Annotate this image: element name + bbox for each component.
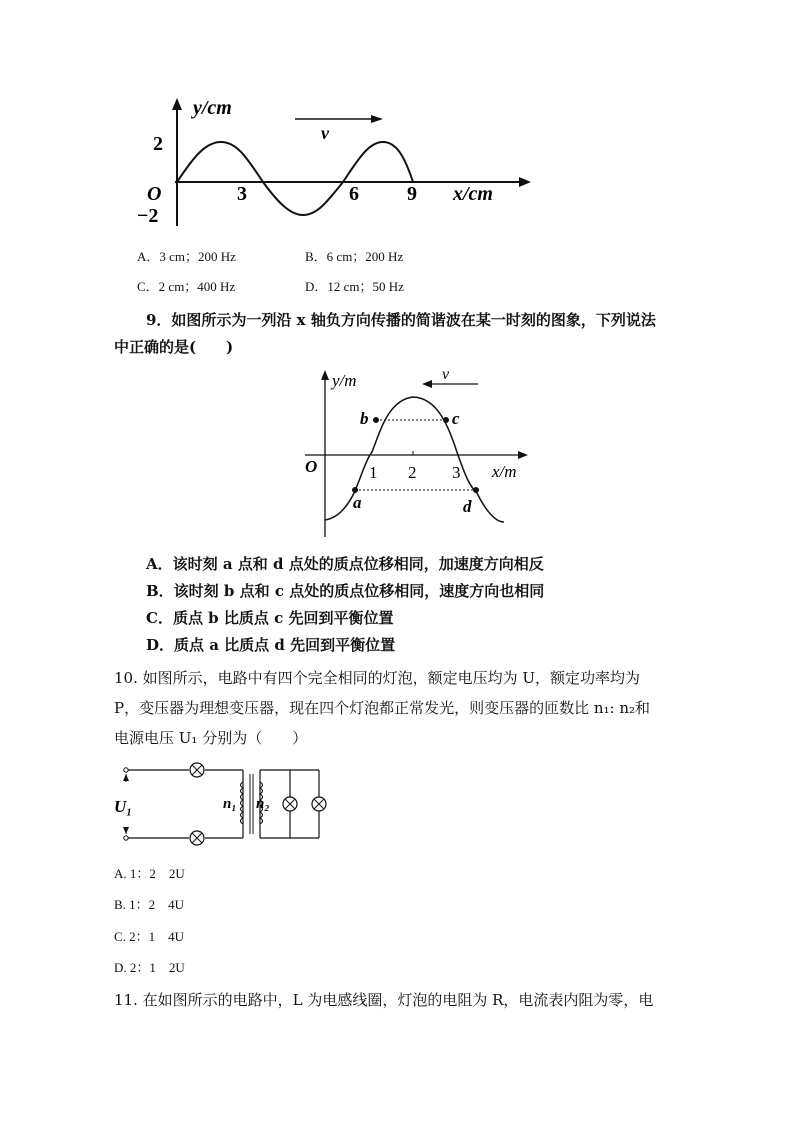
point-b-label: b: [360, 409, 369, 428]
n1-label: n₁: [223, 796, 237, 812]
q11-line-1: 11. 在如图所示的电路中，L 为电感线圈，灯泡的电阻为 R，电流表内阻为零，电: [114, 991, 654, 1009]
x-tick-2: 2: [408, 463, 417, 482]
origin-label: O: [305, 457, 318, 476]
velocity-label: v: [321, 123, 329, 143]
x-tick-9: 9: [407, 183, 417, 205]
x-tick-6: 6: [349, 183, 359, 205]
point-c-label: c: [452, 409, 460, 428]
y-axis-label: y/cm: [193, 97, 232, 119]
q8-option-a: A．3 cm；200 Hz: [137, 249, 236, 264]
q10-line-3: 电源电压 U₁ 分别为（ ）: [114, 729, 308, 747]
point-b: [373, 417, 379, 423]
q10-option-a: A. 1：2 2U: [114, 866, 185, 881]
q10-line-1: 10. 如图所示，电路中有四个完全相同的灯泡，额定电压均为 U，额定功率均为: [114, 669, 641, 687]
q10-option-c: C. 2：1 4U: [114, 929, 185, 944]
origin-label: O: [147, 183, 162, 205]
q10-option-b: B. 1：2 4U: [114, 897, 185, 912]
x-axis-label: x/cm: [453, 183, 493, 205]
n2-label: n₂: [256, 796, 270, 812]
point-a-label: a: [353, 493, 362, 512]
y-axis-arrow: [321, 370, 329, 380]
x-axis-label: x/m: [492, 462, 517, 481]
terminal-bottom: [124, 836, 128, 840]
q9-option-a: A．该时刻 a 点和 d 点处的质点位移相同，加速度方向相反: [146, 555, 544, 573]
q8-option-c: C．2 cm；400 Hz: [137, 279, 236, 294]
y-tick-neg: −2: [137, 205, 159, 227]
terminal-top: [124, 768, 128, 772]
point-c: [443, 417, 449, 423]
velocity-arrowhead: [422, 380, 432, 388]
q10-option-d: D. 2：1 2U: [114, 960, 185, 975]
lamp-icon: [190, 763, 204, 777]
u1-label: U₁: [114, 797, 133, 816]
q8-option-d: D．12 cm；50 Hz: [305, 279, 404, 294]
x-tick-3: 3: [237, 183, 247, 205]
q9-option-c: C．质点 b 比质点 c 先回到平衡位置: [146, 609, 394, 627]
q9-line-1: 9．如图所示为一列沿 x 轴负方向传播的简谐波在某一时刻的图象，下列说法: [146, 311, 656, 329]
q8-option-b: B．6 cm；200 Hz: [305, 249, 404, 264]
wave-figure-1: [135, 92, 545, 232]
u1-arrow-up: [123, 774, 129, 781]
x-axis-arrow: [518, 451, 528, 459]
point-d-label: d: [463, 497, 472, 516]
y-tick-pos: 2: [153, 133, 163, 155]
q9-option-d: D．质点 a 比质点 d 先回到平衡位置: [146, 636, 396, 654]
x-tick-1: 1: [369, 463, 378, 482]
lamp-icon: [283, 797, 297, 811]
q10-line-2: P，变压器为理想变压器，现在四个灯泡都正常发光，则变压器的匝数比 n₁: n₂和: [114, 699, 651, 717]
y-axis-label: y/m: [332, 371, 357, 390]
q9-option-b: B．该时刻 b 点和 c 点处的质点位移相同，速度方向也相同: [146, 582, 545, 600]
wave-curve: [325, 397, 504, 522]
u1-arrow-down: [123, 827, 129, 834]
q9-line-2: 中正确的是( ): [114, 338, 234, 356]
point-d: [473, 487, 479, 493]
lamp-icon: [312, 797, 326, 811]
velocity-label: v: [442, 366, 450, 383]
wave-figure-2: [300, 362, 535, 542]
x-tick-3: 3: [452, 463, 461, 482]
lamp-icon: [190, 831, 204, 845]
circuit-figure: [110, 760, 335, 848]
